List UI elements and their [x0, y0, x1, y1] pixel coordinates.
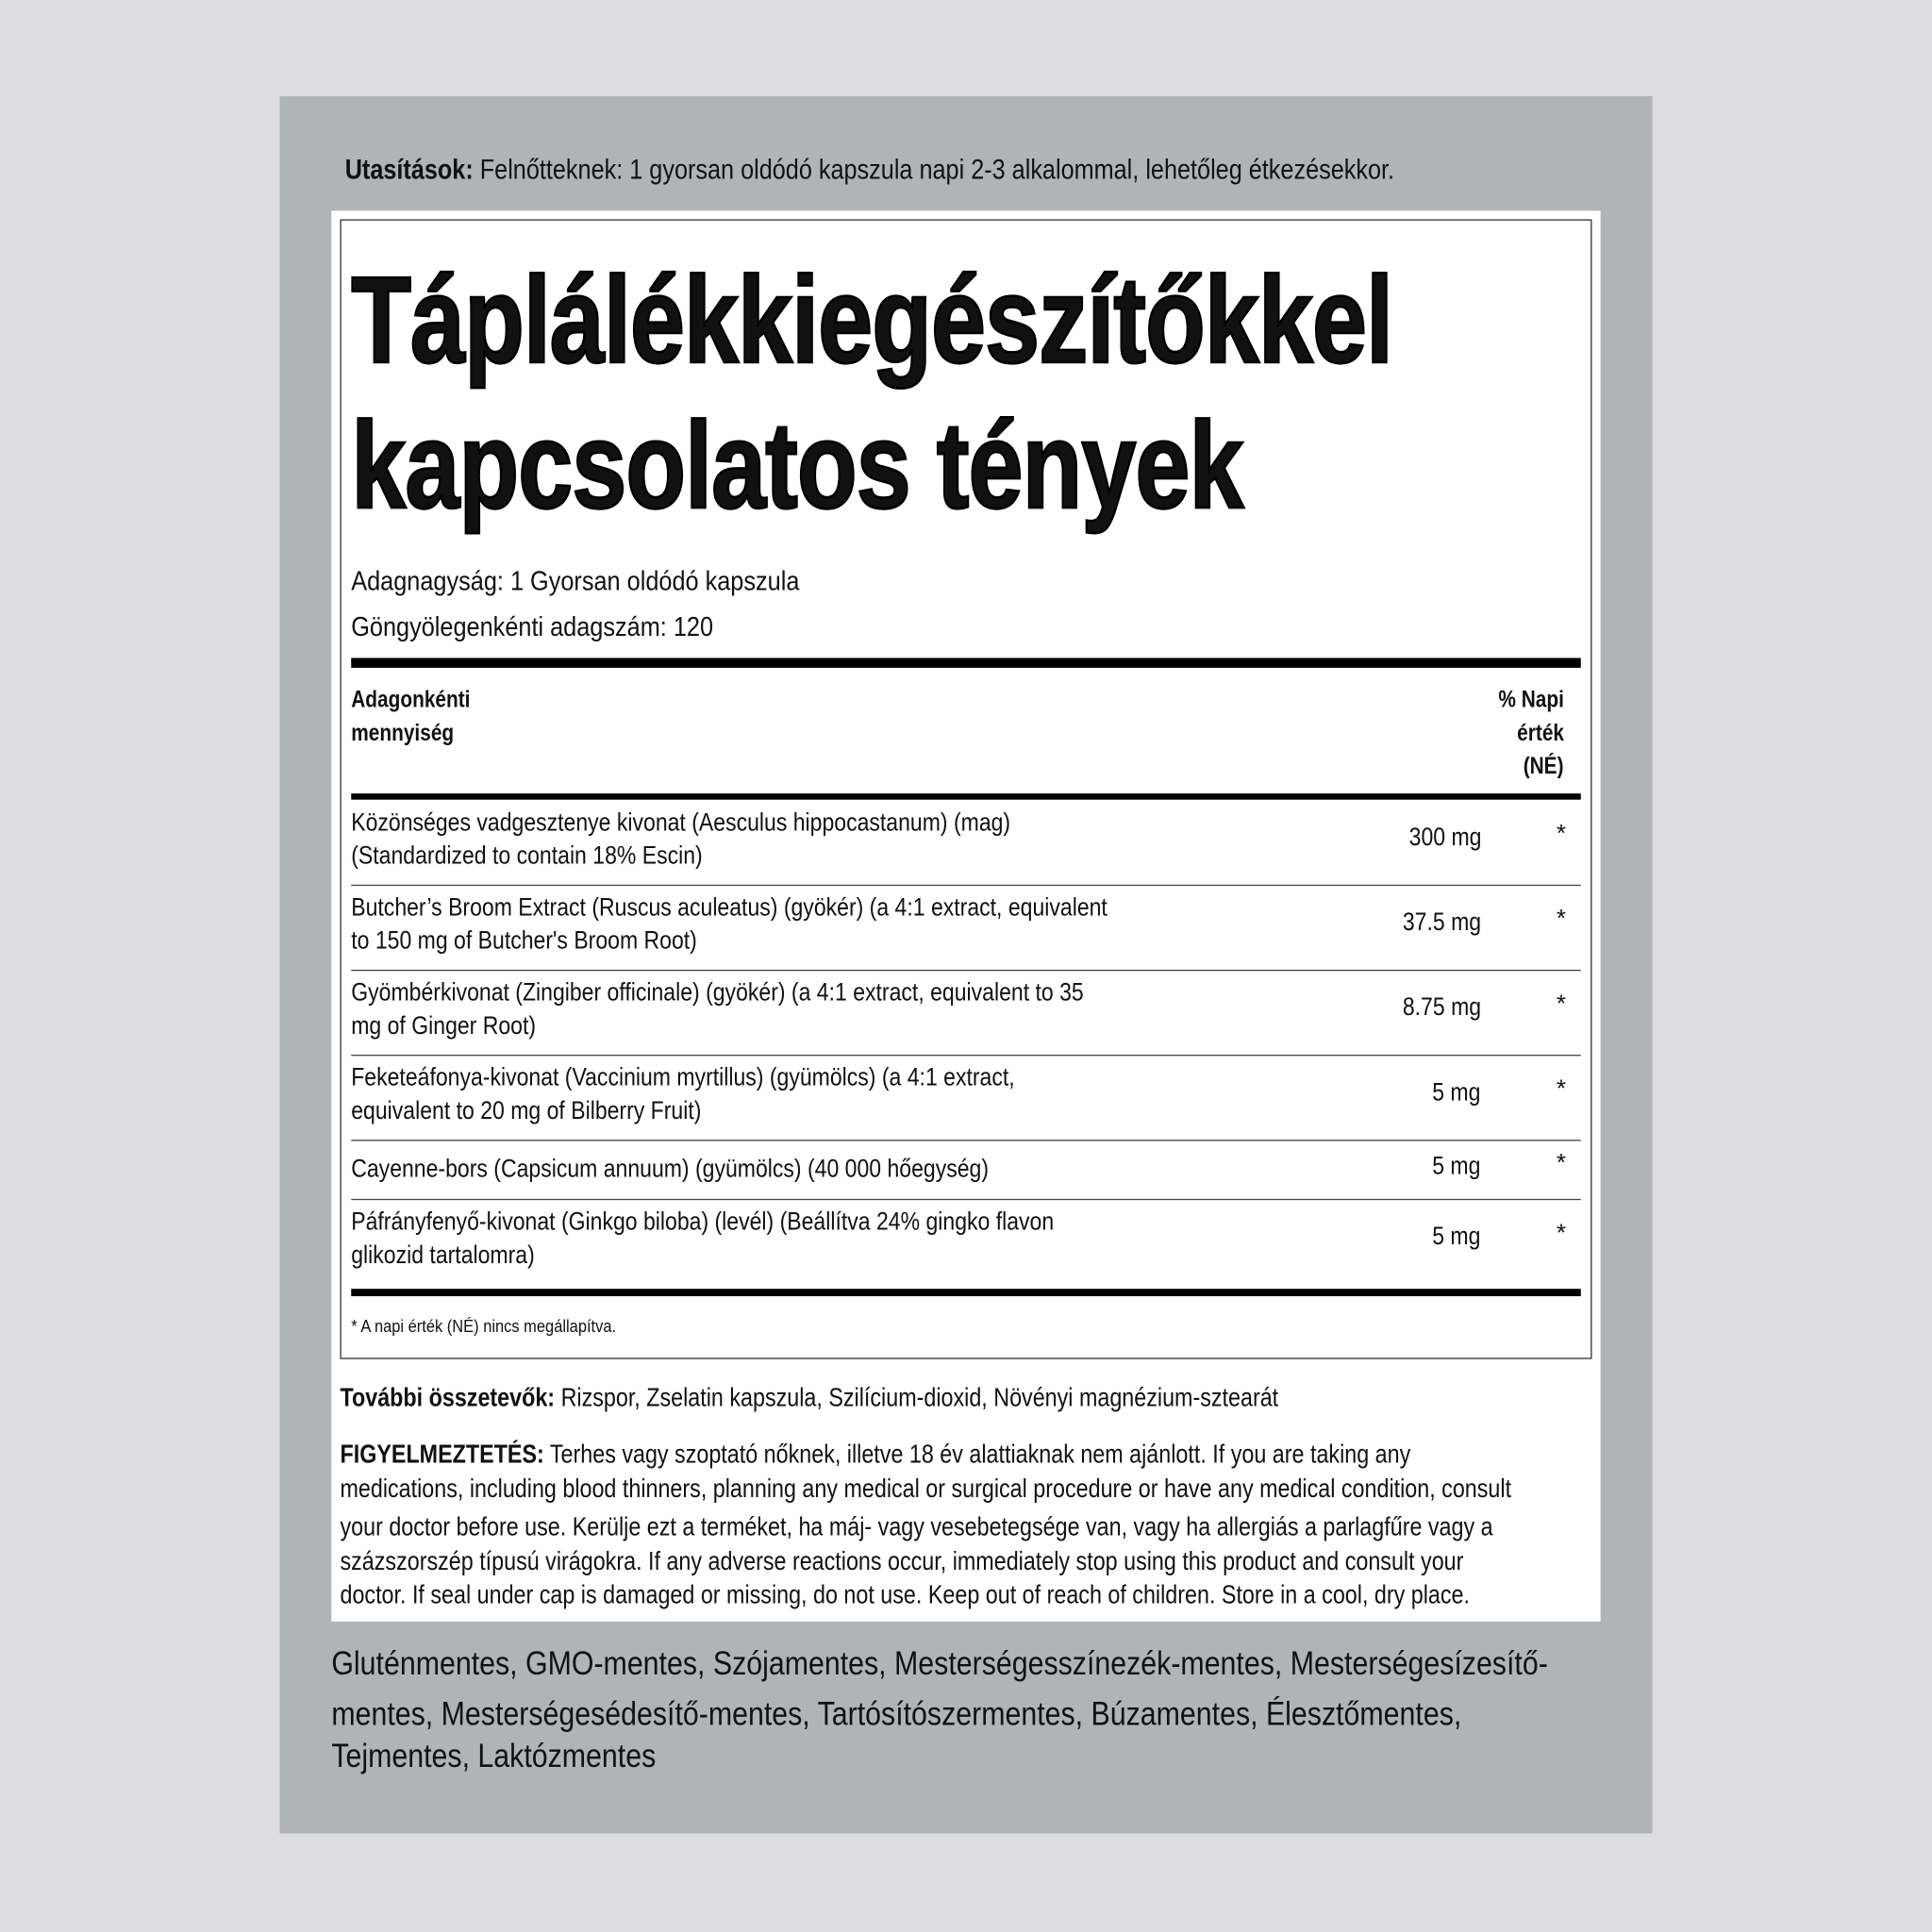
- serving-size: [351, 566, 860, 598]
- ingredient-name-line: Feketeáfonya-kivonat (Vaccinium myrtillus) (gyümölcs) (a 4:1 extract,: [351, 1063, 1015, 1092]
- thick-divider: [351, 658, 1581, 667]
- ingredient-amount: [1390, 908, 1481, 938]
- ingredient-daily-value: *: [1556, 1220, 1567, 1247]
- ingredient-name-line: to 150 mg of Butcher's Broom Root): [351, 926, 697, 956]
- ingredient-row: [351, 970, 1581, 1056]
- header-text: Adagonkénti: [351, 687, 471, 714]
- ingredient-name-line: (Standardized to contain 18% Escin): [351, 841, 703, 871]
- ingredient-daily-value: *: [1556, 905, 1567, 933]
- ingredient-name: [351, 975, 1460, 1042]
- servings-per-container: [351, 611, 762, 643]
- other-ingredients-text: Rizspor, Zselatin kapszula, Szilícium-dioxid, Növényi magnézium-sztearát: [560, 1383, 1279, 1412]
- ingredient-daily-value: *: [1556, 820, 1567, 848]
- header-text: érték: [1516, 721, 1564, 747]
- ingredient-name: [351, 1205, 1460, 1272]
- ingredient-amount: [1424, 1152, 1481, 1181]
- warning-label: FIGYELMEZTETÉS:: [340, 1440, 544, 1469]
- title-text: Táplálékkiegészítőkkel: [351, 251, 1392, 390]
- ingredient-daily-value: *: [1556, 1075, 1567, 1103]
- ingredient-name-line: Közönséges vadgesztenye kivonat (Aesculus hippocastanum) (mag): [351, 808, 1011, 837]
- ingredient-name: [351, 1152, 1460, 1185]
- footnote-text: * A napi érték (NÉ) nincs megállapítva.: [351, 1315, 617, 1336]
- amount-text: 5 mg: [1432, 1222, 1481, 1251]
- directions: [345, 153, 1594, 186]
- ingredient-name: [351, 1061, 1460, 1128]
- ingredient-name-line: Páfrányfenyő-kivonat (Ginkgo biloba) (levél) (Beállítva 24% gingko flavon: [351, 1207, 1055, 1237]
- ingredient-row: [351, 800, 1581, 886]
- ingredient-row: [351, 1199, 1581, 1291]
- header-text: (NÉ): [1523, 754, 1564, 780]
- ingredient-row: [351, 885, 1581, 971]
- ingredient-name-line: glikozid tartalomra): [351, 1241, 535, 1270]
- warning-text: medications, including blood thinners, planning any medical or surgical procedure or have any medical condition, consult: [340, 1474, 1512, 1503]
- amount-text: 37.5 mg: [1402, 908, 1481, 937]
- ingredient-name-line: Cayenne-bors (Capsicum annuum) (gyümölcs) (40 000 hőegység): [351, 1154, 990, 1183]
- warning-text: százszorszép típusú virágokra. If any adverse reactions occur, immediately stop using this product and consult your: [340, 1546, 1464, 1575]
- header-text: % Napi: [1497, 687, 1564, 714]
- header-amount: [351, 684, 492, 751]
- free-from-text: Tejmentes, Laktózmentes: [331, 1737, 657, 1774]
- amount-text: 5 mg: [1432, 1077, 1481, 1107]
- free-from-text: mentes, Mesterségesédesítő-mentes, Tartósítószermentes, Búzamentes, Élesztőmentes,: [331, 1695, 1462, 1733]
- title-text: kapcsolatos tények: [351, 396, 1243, 535]
- ingredient-amount: [1397, 823, 1481, 852]
- ingredient-name-line: Butcher’s Broom Extract (Ruscus aculeatus) (gyökér) (a 4:1 extract, equivalent: [351, 892, 1108, 922]
- other-ingredients: [340, 1381, 1443, 1415]
- ingredient-daily-value: *: [1556, 991, 1567, 1018]
- ingredient-amount: [1424, 1223, 1481, 1252]
- facts-title-line1: [351, 251, 1653, 390]
- directions-label: Utasítások:: [344, 152, 474, 185]
- warning: [340, 1438, 1718, 1612]
- amount-text: 300 mg: [1408, 823, 1481, 852]
- ingredient-name-line: Gyömbérkivonat (Zingiber officinale) (gyökér) (a 4:1 extract, equivalent to 35: [351, 978, 1084, 1008]
- ingredient-amount: [1390, 993, 1481, 1023]
- ingredient-row: [351, 1140, 1581, 1200]
- amount-text: 5 mg: [1432, 1152, 1481, 1181]
- serving-size-text: Adagnagyság: 1 Gyorsan oldódó kapszula: [351, 565, 800, 597]
- directions-text: Felnőtteknek: 1 gyorsan oldódó kapszula napi 2-3 alkalommal, lehetőleg étkezésekkor.: [479, 152, 1395, 185]
- ingredient-name-line: equivalent to 20 mg of Bilberry Fruit): [351, 1096, 702, 1125]
- header-daily-value: [1486, 684, 1564, 784]
- amount-text: 8.75 mg: [1402, 992, 1481, 1022]
- footnote: [351, 1316, 645, 1336]
- ingredient-daily-value: *: [1556, 1149, 1567, 1177]
- warning-text: doctor. If seal under cap is damaged or missing, do not use. Keep out of reach of children. Store in a cool, dry place.: [340, 1580, 1470, 1609]
- ingredient-name: [351, 806, 1460, 873]
- ingredient-name-line: mg of Ginger Root): [351, 1011, 537, 1041]
- facts-title-line2: [351, 396, 1466, 535]
- free-from-text: Gluténmentes, GMO-mentes, Szójamentes, Mesterségesszínezék-mentes, Mesterségesízesítő-: [331, 1644, 1548, 1682]
- other-ingredients-label: További összetevők:: [340, 1383, 556, 1412]
- ingredient-name: [351, 891, 1460, 958]
- header-text: mennyiség: [351, 721, 455, 747]
- free-from-line: [331, 1695, 1645, 1733]
- warning-text: your doctor before use. Kerülje ezt a terméket, ha máj- vagy vesebetegsége van, vagy ha allergiás a parlagfűre vagy a: [340, 1512, 1493, 1541]
- ingredient-row: [351, 1055, 1581, 1141]
- servings-text: Göngyölegenkénti adagszám: 120: [351, 610, 714, 642]
- free-from-line: [331, 1645, 1745, 1683]
- ingredient-amount: [1424, 1078, 1481, 1108]
- thick-divider: [351, 1289, 1581, 1296]
- free-from-line: [331, 1738, 708, 1775]
- warning-text: Terhes vagy szoptató nőknek, illetve 18 év alattiaknak nem ajánlott. If you are taking any: [549, 1440, 1411, 1469]
